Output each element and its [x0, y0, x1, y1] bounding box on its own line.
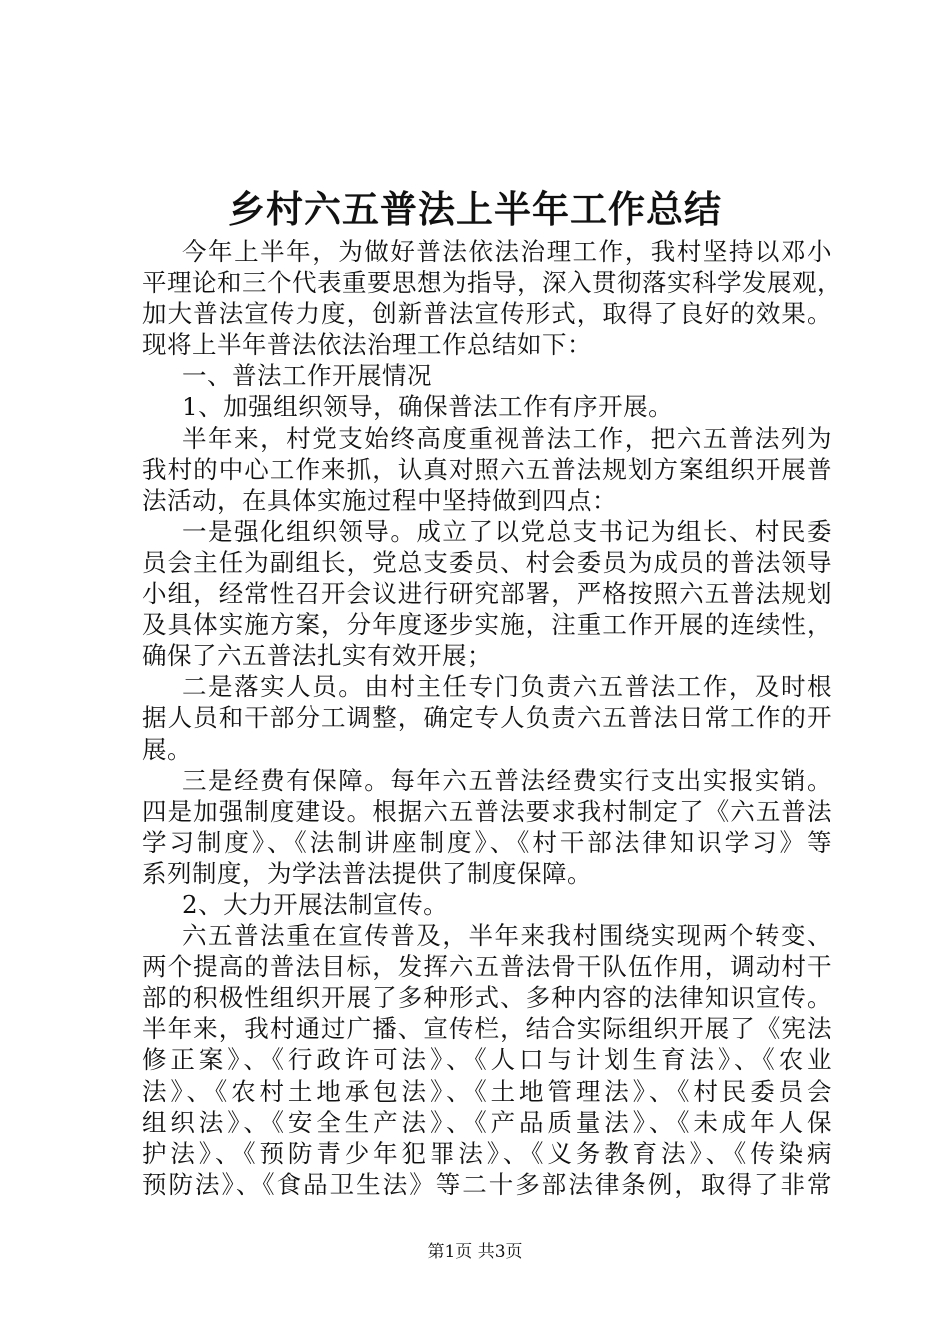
- document-title: 乡村六五普法上半年工作总结: [228, 187, 722, 231]
- text-line: 四是加强制度建设。根据六五普法要求我村制定了《六五普法: [142, 796, 832, 826]
- text-line: 部的积极性组织开展了多种形式、多种内容的法律知识宣传。: [142, 983, 832, 1013]
- text-line: 我村的中心工作来抓，认真对照六五普法规划方案组织开展普: [142, 454, 832, 484]
- text-line: 预防法》、《食品卫生法》等二十多部法律条例，取得了非常: [142, 1169, 832, 1199]
- text-line: 及具体实施方案，分年度逐步实施，注重工作开展的连续性，: [142, 610, 832, 640]
- text-line: 1、加强组织领导，确保普法工作有序开展。: [182, 392, 674, 422]
- text-line: 一、普法工作开展情况: [182, 361, 432, 391]
- text-line: 一是强化组织领导。成立了以党总支书记为组长、村民委: [182, 516, 832, 546]
- text-line: 修正案》、《行政许可法》、《人口与计划生育法》、《农业: [142, 1045, 832, 1075]
- text-line: 半年来，村党支始终高度重视普法工作，把六五普法列为: [182, 423, 832, 453]
- text-line: 二是落实人员。由村主任专门负责六五普法工作，及时根: [182, 672, 832, 702]
- text-line: 六五普法重在宣传普及，半年来我村围绕实现两个转变、: [182, 921, 832, 951]
- text-line: 小组，经常性召开会议进行研究部署，严格按照六五普法规划: [142, 579, 832, 609]
- text-line: 法》、《农村土地承包法》、《土地管理法》、《村民委员会: [142, 1076, 832, 1106]
- text-line: 护法》、《预防青少年犯罪法》、《义务教育法》、《传染病: [142, 1138, 832, 1168]
- document-body: [142, 236, 842, 1200]
- page-footer: 第1页 共3页: [427, 1242, 523, 1262]
- text-line: 学习制度》、《法制讲座制度》、《村干部法律知识学习》等: [142, 827, 832, 857]
- text-line: 今年上半年，为做好普法依法治理工作，我村坚持以邓小: [182, 237, 832, 266]
- text-line: 两个提高的普法目标，发挥六五普法骨干队伍作用，调动村干: [142, 952, 832, 982]
- text-line: 加大普法宣传力度，创新普法宣传形式，取得了良好的效果。: [142, 299, 832, 329]
- text-line: 系列制度，为学法普法提供了制度保障。: [142, 858, 592, 888]
- text-line: 平理论和三个代表重要思想为指导，深入贯彻落实科学发展观，: [142, 268, 842, 298]
- text-line: 确保了六五普法扎实有效开展；: [142, 641, 492, 671]
- text-line: 组织法》、《安全生产法》、《产品质量法》、《未成年人保: [142, 1107, 832, 1137]
- text-line: 现将上半年普法依法治理工作总结如下：: [142, 330, 592, 360]
- text-line: 2、大力开展法制宣传。: [182, 889, 449, 919]
- text-line: 法活动，在具体实施过程中坚持做到四点：: [142, 485, 617, 515]
- text-line: 据人员和干部分工调整，确定专人负责六五普法日常工作的开: [142, 703, 832, 733]
- text-line: 员会主任为副组长，党总支委员、村会委员为成员的普法领导: [142, 547, 832, 577]
- text-line: 三是经费有保障。每年六五普法经费实行支出实报实销。: [182, 765, 832, 795]
- text-line: 展。: [142, 734, 192, 764]
- text-line: 半年来，我村通过广播、宣传栏，结合实际组织开展了《宪法: [142, 1014, 832, 1044]
